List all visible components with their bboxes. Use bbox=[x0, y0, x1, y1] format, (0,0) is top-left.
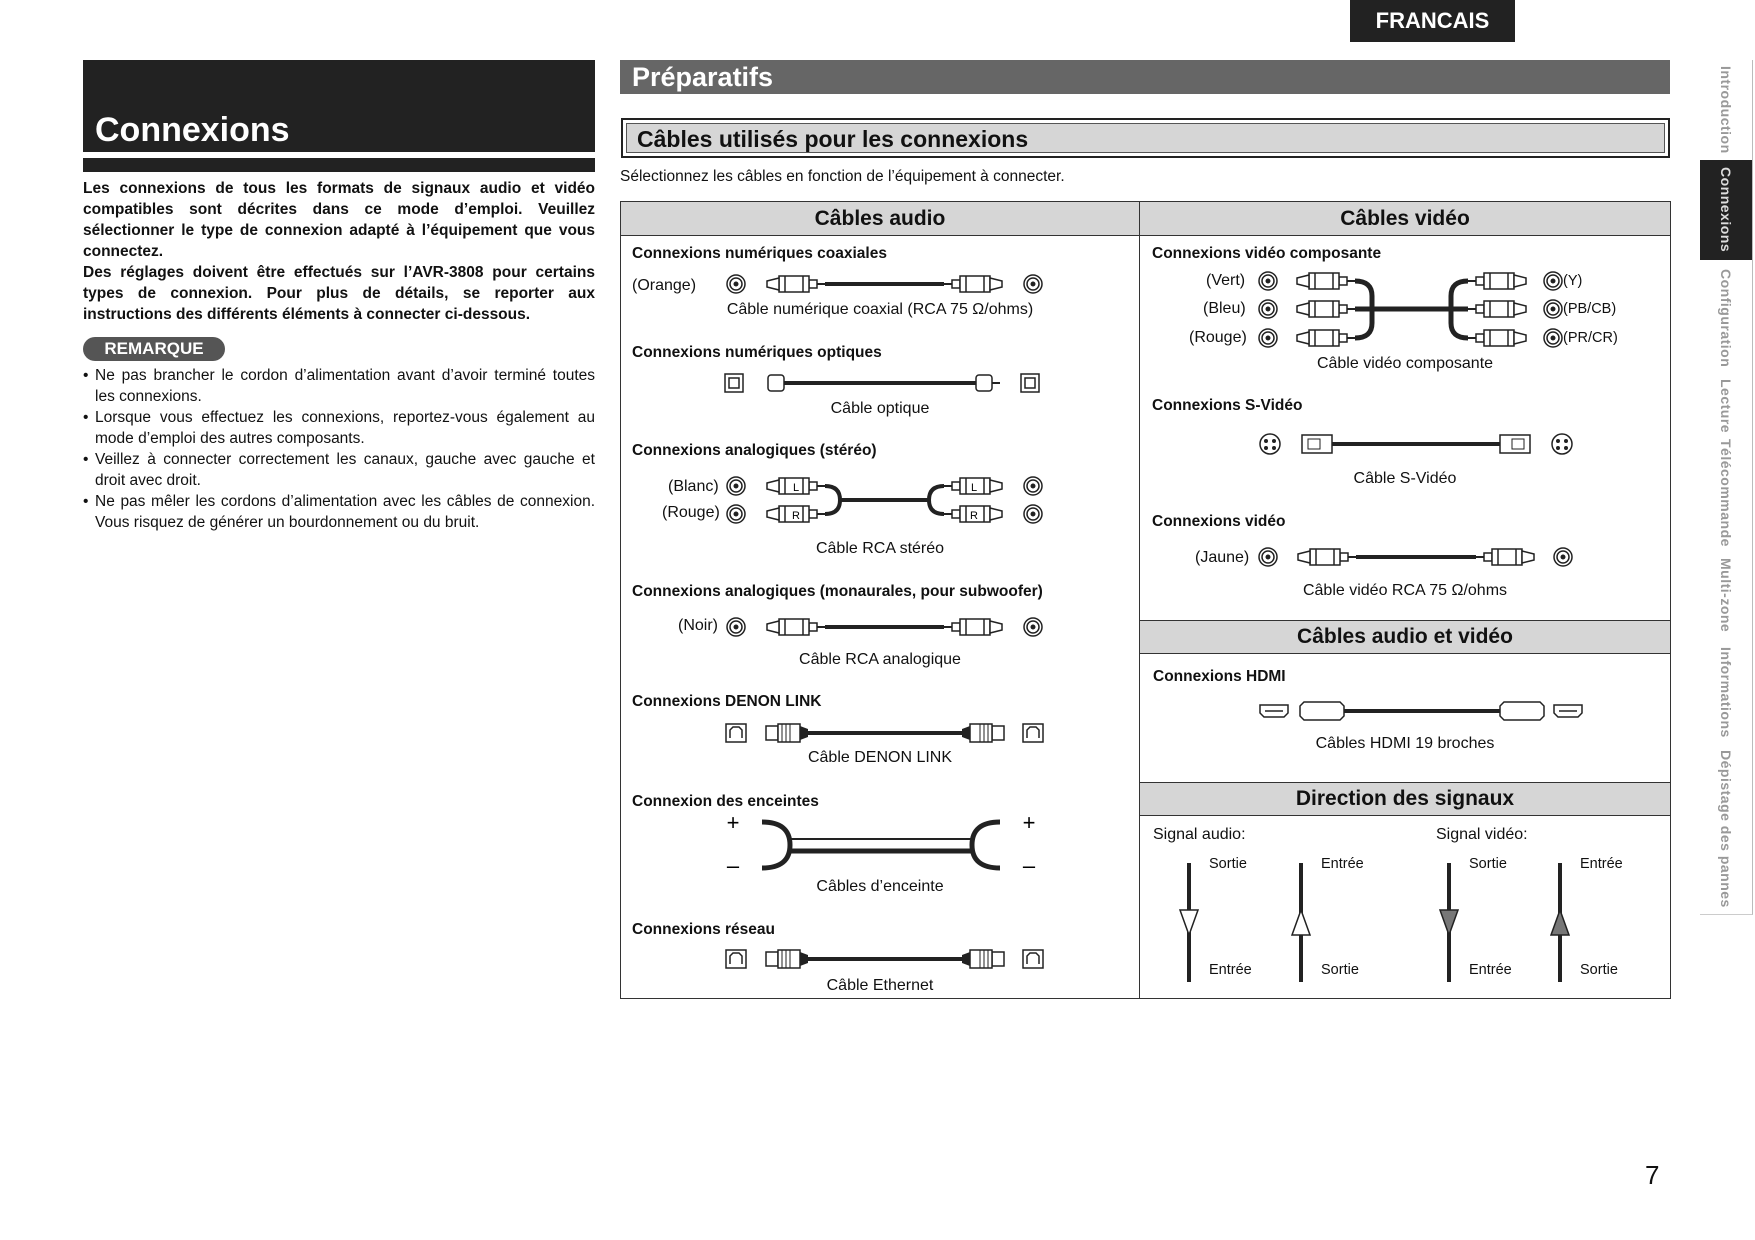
network-cable bbox=[726, 950, 1043, 968]
mono-caption: Câble RCA analogique bbox=[799, 651, 961, 668]
signal-direction-header: Direction des signaux bbox=[1140, 782, 1670, 816]
network-title: Connexions réseau bbox=[632, 921, 775, 938]
denon-link-cable bbox=[726, 724, 1043, 742]
intro-paragraph: Les connexions de tous les formats de signaux audio et vidéo compatibles sont décrites dans ce mode d’emploi. Veuillez sélectionner le type de connexion adapté à l’équipement que vous connectez. bbox=[83, 180, 595, 260]
component-blue-label: (Bleu) bbox=[1203, 300, 1246, 317]
composite-cable bbox=[1259, 548, 1572, 566]
signal-audio-out-bottom: Sortie bbox=[1321, 962, 1359, 978]
composite-title: Connexions vidéo bbox=[1152, 513, 1286, 530]
stereo-caption: Câble RCA stéréo bbox=[815, 540, 945, 557]
speaker-cable bbox=[762, 822, 1000, 868]
note-item: • Veillez à connecter correctement les canaux, gauche avec gauche et droit avec droit. bbox=[83, 449, 595, 491]
side-tab-label: Informations bbox=[1718, 646, 1734, 738]
coax-jack-left bbox=[727, 275, 745, 293]
hdmi-caption: Câbles HDMI 19 broches bbox=[1315, 735, 1495, 752]
speaker-plus-right: + bbox=[1022, 810, 1036, 835]
coax-caption: Câble numérique coaxial (RCA 75 Ω/ohms) bbox=[726, 301, 1034, 318]
signal-video-in-top: Entrée bbox=[1580, 856, 1623, 872]
component-out-y: (Y) bbox=[1563, 273, 1583, 289]
audio-cables-header: Câbles audio bbox=[621, 202, 1139, 236]
side-tab-label: Multi-zone bbox=[1718, 557, 1734, 633]
intro-paragraph: Des réglages doivent être effectués sur l’AVR-3808 pour certains types de connexion. Pour plus de détails, se reporter aux instructions des différents éléments à connecter ci-dessous. bbox=[83, 264, 595, 323]
component-out-pb: (PB/CB) bbox=[1563, 301, 1617, 317]
signal-audio-label: Signal audio: bbox=[1153, 826, 1246, 843]
svideo-caption: Câble S-Vidéo bbox=[1353, 470, 1457, 487]
signal-video-label: Signal vidéo: bbox=[1436, 826, 1528, 843]
composite-caption: Câble vidéo RCA 75 Ω/ohms bbox=[1302, 582, 1508, 599]
language-tab[interactable]: FRANCAIS bbox=[1350, 0, 1515, 42]
note-item: • Lorsque vous effectuez les connexions, reportez-vous également au mode d’emploi des autres composants. bbox=[83, 407, 595, 449]
optical-caption: Câble optique bbox=[830, 400, 930, 417]
component-red-label: (Rouge) bbox=[1189, 329, 1247, 346]
section-title: Préparatifs bbox=[632, 62, 774, 92]
video-cables-header: Câbles vidéo bbox=[1140, 202, 1670, 236]
network-caption: Câble Ethernet bbox=[826, 977, 934, 994]
speaker-minus-right: – bbox=[1022, 853, 1036, 878]
select-instruction: Sélectionnez les câbles en fonction de l’équipement à connecter. bbox=[620, 168, 1065, 185]
optical-cable bbox=[725, 374, 1039, 392]
component-green-label: (Vert) bbox=[1206, 272, 1246, 289]
denon-link-caption: Câble DENON LINK bbox=[807, 749, 953, 766]
stereo-red-label: (Rouge) bbox=[662, 504, 720, 521]
page-title: Connexions bbox=[95, 111, 290, 149]
side-tab-label: Dépistage des pannes bbox=[1718, 750, 1734, 908]
plug-l-left: L bbox=[792, 482, 800, 494]
speaker-title: Connexion des enceintes bbox=[632, 793, 819, 810]
composite-color-label: (Jaune) bbox=[1195, 549, 1250, 566]
signal-video-out-top: Sortie bbox=[1469, 856, 1507, 872]
stereo-cable bbox=[727, 477, 1042, 523]
plug-l-right: L bbox=[970, 482, 978, 494]
hdmi-title: Connexions HDMI bbox=[1153, 668, 1286, 685]
signal-audio-in-bottom: Entrée bbox=[1209, 962, 1252, 978]
side-tab-label: Connexions bbox=[1718, 167, 1734, 253]
side-tab-label: Lecture bbox=[1718, 378, 1734, 434]
subsection-title: Câbles utilisés pour les connexions bbox=[626, 123, 1665, 153]
plug-r-right: R bbox=[970, 510, 978, 522]
coax-jack-right bbox=[1024, 275, 1042, 293]
note-item: • Ne pas brancher le cordon d’alimentation avant d’avoir terminé toutes les connexions. bbox=[83, 365, 595, 407]
coax-color-label: (Orange) bbox=[632, 277, 697, 294]
side-tab-label: Introduction bbox=[1718, 66, 1734, 154]
mono-color-label: (Noir) bbox=[678, 617, 718, 634]
speaker-caption: Câbles d’enceinte bbox=[816, 878, 944, 895]
av-cables-header: Câbles audio et vidéo bbox=[1140, 620, 1670, 654]
signal-arrows bbox=[1180, 863, 1569, 982]
component-out-pr: (PR/CR) bbox=[1563, 330, 1618, 346]
signal-video-in-bottom: Entrée bbox=[1469, 962, 1512, 978]
coax-cable bbox=[727, 275, 1042, 293]
page-number: 7 bbox=[1645, 1160, 1660, 1190]
svideo-cable bbox=[1260, 434, 1572, 454]
svideo-title: Connexions S-Vidéo bbox=[1152, 397, 1303, 414]
speaker-minus-left: – bbox=[726, 853, 740, 878]
component-cable bbox=[1259, 272, 1562, 347]
signal-audio-in-top: Entrée bbox=[1321, 856, 1364, 872]
side-tab-label: Configuration bbox=[1718, 268, 1734, 368]
signal-audio-out-top: Sortie bbox=[1209, 856, 1247, 872]
mono-cable bbox=[727, 618, 1042, 636]
optical-title: Connexions numériques optiques bbox=[632, 344, 882, 361]
coax-title: Connexions numériques coaxiales bbox=[632, 245, 887, 262]
mono-title: Connexions analogiques (monaurales, pour subwoofer) bbox=[632, 583, 1043, 600]
component-caption: Câble vidéo composante bbox=[1316, 355, 1494, 372]
plug-r-left: R bbox=[792, 510, 800, 522]
denon-link-title: Connexions DENON LINK bbox=[632, 693, 822, 710]
hdmi-cable bbox=[1260, 702, 1582, 720]
stereo-title: Connexions analogiques (stéréo) bbox=[632, 442, 877, 459]
side-tab-label: Télécommande bbox=[1718, 439, 1734, 547]
note-item: • Ne pas mêler les cordons d’alimentation avec les câbles de connexion. Vous risquez de générer un bourdonnement ou du bruit. bbox=[83, 491, 595, 533]
stereo-white-label: (Blanc) bbox=[668, 478, 719, 495]
remark-badge: REMARQUE bbox=[83, 337, 225, 361]
signal-video-out-bottom: Sortie bbox=[1580, 962, 1618, 978]
component-title: Connexions vidéo composante bbox=[1152, 245, 1382, 262]
speaker-plus-left: + bbox=[726, 810, 740, 835]
